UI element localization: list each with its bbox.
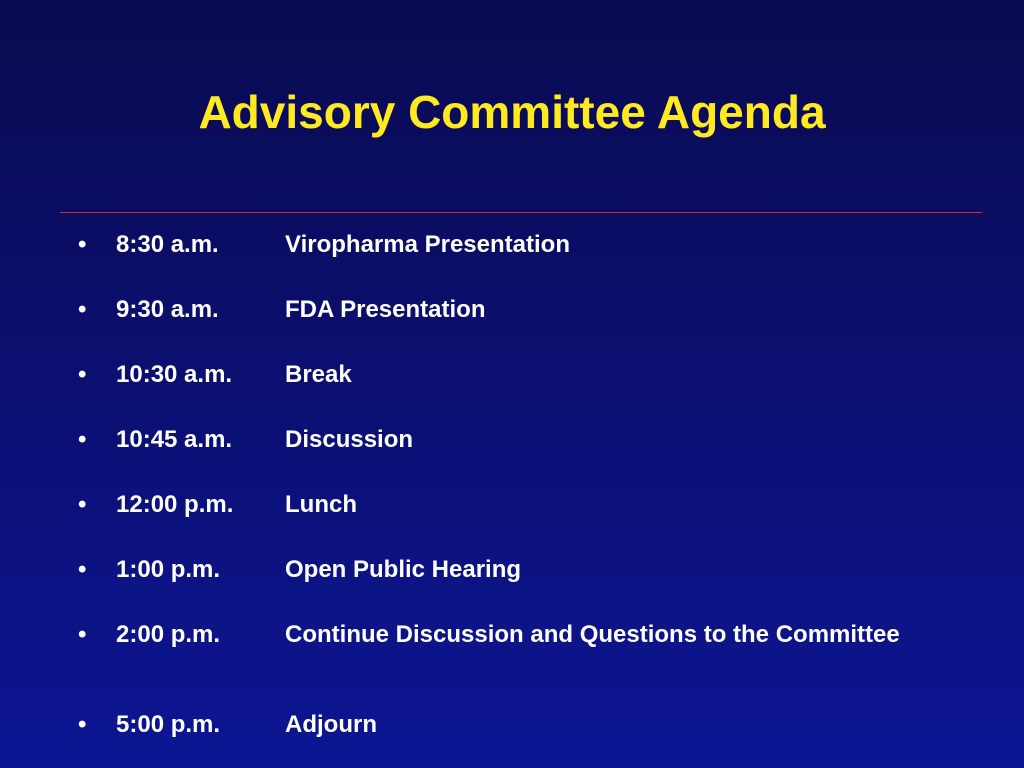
bullet-icon: • (78, 296, 87, 323)
agenda-time: 10:30 a.m. (116, 361, 233, 388)
bullet-icon: • (78, 711, 87, 738)
bullet-icon: • (78, 491, 87, 518)
agenda-time: 5:00 p.m. (116, 711, 221, 738)
agenda-time: 2:00 p.m. (116, 621, 221, 648)
agenda-time: 9:30 a.m. (116, 296, 219, 323)
agenda-time: 12:00 p.m. (116, 491, 234, 518)
bullet-icon: • (78, 231, 87, 258)
agenda-time: 1:00 p.m. (116, 556, 221, 583)
agenda-event: Continue Discussion and Questions to the Committee (285, 621, 900, 648)
agenda-event: Lunch (285, 491, 357, 518)
agenda-event: Viropharma Presentation (285, 231, 570, 258)
bullet-icon: • (78, 361, 87, 388)
slide-title: Advisory Committee Agenda (198, 86, 826, 138)
agenda-time: 8:30 a.m. (116, 231, 219, 258)
agenda-event: FDA Presentation (285, 296, 486, 323)
bullet-icon: • (78, 621, 87, 648)
agenda-event: Break (285, 361, 352, 388)
agenda-event: Open Public Hearing (285, 556, 522, 583)
bullet-icon: • (78, 556, 87, 583)
agenda-event: Adjourn (285, 711, 377, 738)
agenda-time: 10:45 a.m. (116, 426, 233, 453)
bullet-icon: • (78, 426, 87, 453)
title-divider (60, 212, 982, 213)
agenda-event: Discussion (285, 426, 414, 453)
